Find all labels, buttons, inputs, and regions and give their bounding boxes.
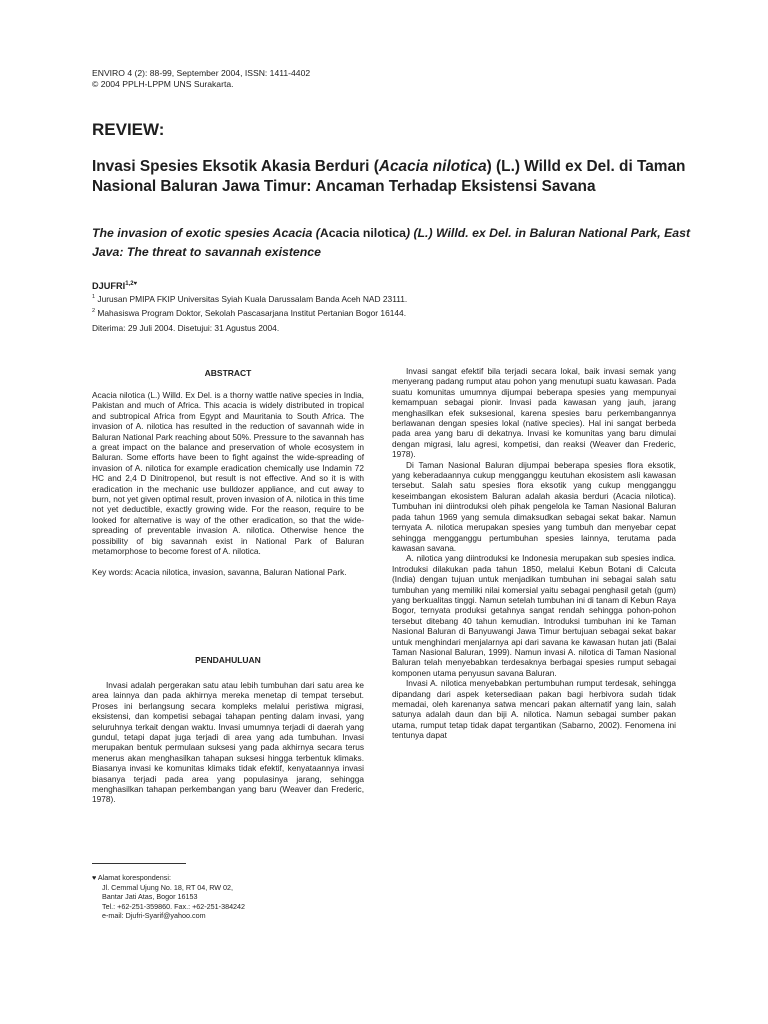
abstract-text: Acacia nilotica (L.) Willd. Ex Del. is a thorny wattle native species in India, Pakistan and much of Africa. This acacia is widely distributed in tropical and subtropical Africa from Egypt and Mauritania to South Africa. The invasion of A. nilotica has resulted in the reduction of savannah wide in Baluran National Park reaching about 50%. Pressure to the savannah has a great impact on the balance and preservation of whole ecosystem in Baluran. Some efforts have been to fight against the wide-spreading of invasion of A. nilotica for example eradication chemically use Indamin 72 HC and 2,4 D Dinitropenol, but result is not effective. And so it is with eradication in the mechanic use bulldozer appliance, and cut away to burn, not yet given optimal result, proven invasion of A. nilotica in this time not yet deductible, exactly growing wide. For the reason, require to be looked for alternative is way of the other eradication, so that the wide-spreading of preventable invasion A. nilotica. Otherwise hence the possibility of big savannah exist in National Park of Baluran metamorphose to become forest of A. nilotica. xyxy=(92,390,364,557)
copyright-line: © 2004 PPLH-LPPM UNS Surakarta. xyxy=(92,79,234,89)
journal-citation: ENVIRO 4 (2): 88-99, September 2004, ISSN: 1411-4402 xyxy=(92,68,311,78)
title-id-species: Acacia nilotica xyxy=(378,158,487,175)
title-id-part1: Invasi Spesies Eksotik Akasia Berduri ( xyxy=(92,158,379,175)
footnote xyxy=(92,873,245,921)
paragraph: A. nilotica yang diintroduksi ke Indonesia merupakan sub spesies indica. Introduksi dilakukan pada tahun 1850, melalui Kebun Botani di Calcuta (India) dengan tujuan untuk menjadikan tumbuhan ini sebagai salah satu tumbuhan yang memiliki nilai komersial yaitu sebagai penghasil getah (gum) yang berkualitas tinggi. Namun setelah tumbuhan ini di tanam di Kebun Raya Bogor, ternyata produksi getahnya sangat rendah sehingga pohon-pohon tersebut ditebang 40 tahun kemudian. Introduksi tumbuhan ini ke Taman Nasional Baluran di Banyuwangi Jawa Timur bertujuan sebagai sekat bakar untuk menghindari menjalarnya api dari savana ke kawasan hutan jati (Balai Taman Nasional Baluran, 1999). Namun invasi A. nilotica di Taman Nasional Baluran telah menyebabkan terdesaknya berbagai spesies rumput sebagai komponen utama penyusun savana Baluran. xyxy=(392,553,676,678)
author-line xyxy=(92,281,137,291)
affiliation-2-num: 2 xyxy=(92,307,96,314)
footnote-line: Bantar Jati Atas, Bogor 16153 xyxy=(102,892,198,902)
footnote-line: e-mail: Djufri-Syarif@yahoo.com xyxy=(102,911,206,921)
affiliation-2 xyxy=(92,305,407,319)
footnote-line: Jl. Cemmal Ujung No. 18, RT 04, RW 02, xyxy=(102,882,234,892)
title-en-species: Acacia nilotica xyxy=(319,226,406,240)
footnote-line: Tel.: +62-251-359860. Fax.: +62-251-384242 xyxy=(102,901,246,911)
paragraph: Invasi sangat efektif bila terjadi secara lokal, baik invasi semak yang menyerang padang rumput atau pohon yang menutupi suatu kawasan. Pada suatu komunitas umumnya dijumpai beberapa spesies yang mempunyai kemampuan sebagai pionir. Invasi pada kawasan yang jauh, jarang menghasilkan efek suksesional, karena spesies baru perkembangannya berlawanan dengan spesies lokal (native species). Hal ini sangat berbeda pada area yang baru di dekatnya. Invasi ke komunitas yang baru dimulai dengan migrasi, lalu agresi, kompetisi, dan reaksi (Weaver dan Frederic, 1978). xyxy=(392,366,676,460)
title-id-part2: ) (L.) Willd ex Del. di Taman Nasional Baluran Jawa Timur: Ancaman Terhadap Eksistensi Savana xyxy=(92,158,686,195)
pendahuluan-text: Invasi adalah pergerakan satu atau lebih tumbuhan dari satu area ke area lainnya dan pada akhirnya mereka menetap di tempat tersebut. Proses ini berlangsung secara kompleks melalui peristiwa migrasi, eksistensi, dan kompetisi sebagai tahapan penting dalam invasi, yang seluruhnya terkait dengan waktu. Invasi umumnya terjadi di daerah yang gundul, tetapi dapat juga terjadi di area yang ada tumbuhan. Invasi merupakan bentuk permulaan suksesi yang pada akhirnya secara terus menerus akan menghasilkan tahapan suksesi hingga terbentuk klimaks. Biasanya invasi ke komunitas klimaks tidak efektif, kenyataannya invasi biasanya terjadi pada area yang populasinya jarang, sehingga menghasilkan tahapan perkembangan yang baru (Weaver dan Frederic, 1978). xyxy=(92,680,364,805)
footnote-rule xyxy=(92,863,186,864)
title-english xyxy=(92,224,692,261)
abstract-heading: ABSTRACT xyxy=(204,368,252,378)
abstract-body xyxy=(92,390,364,577)
title-en-part1: The invasion of exotic spesies Acacia ( xyxy=(92,226,320,240)
affiliations xyxy=(92,291,407,319)
keywords: Key words: Acacia nilotica, invasion, savanna, Baluran National Park. xyxy=(92,566,347,577)
affiliation-2-text: Mahasiswa Program Doktor, Sekolah Pascasarjana Institut Pertanian Bogor 16144. xyxy=(97,307,407,318)
affiliation-1-num: 1 xyxy=(92,294,96,300)
pendahuluan-heading: PENDAHULUAN xyxy=(195,655,261,665)
author-marks: 1,2♥ xyxy=(125,281,138,287)
journal-header xyxy=(92,68,310,90)
title-en-part2: ) (L.) Willd. ex Del. in Baluran National Park, East Java: The threat to savannah existence xyxy=(92,226,691,259)
affiliation-1-text: Jurusan PMIPA FKIP Universitas Syiah Kuala Darussalam Banda Aceh NAD 23111. xyxy=(97,293,408,304)
paragraph: Invasi A. nilotica menyebabkan pertumbuhan rumput terdesak, sehingga dipandang dari aspek ketersediaan pakan bagi herbivora sudah tidak memadai, oleh karenanya satwa mencari pakan alternatif yang lain, salah satunya adalah daun dan biji A. nilotica. Namun sebagai sumber pakan utama, rumput tetap tidak dapat tergantikan (Sabarno, 2002). Fenomena ini tentunya dapat xyxy=(392,678,676,741)
title-indonesian xyxy=(92,157,692,196)
pendahuluan-body xyxy=(92,680,364,805)
author-name: DJUFRI xyxy=(92,281,126,292)
paragraph: Di Taman Nasional Baluran dijumpai beberapa spesies flora eksotik, yang keberadaannya cukup mengganggu keutuhan ekosistem asli kawasan tersebut. Salah satu spesies flora eksotik yang cukup mengganggu keseimbangan ekosistem Baluran adalah akasia berduri (Acacia nilotica). Tumbuhan ini diintroduksi oleh pihak pengelola ke Taman Nasional Baluran pada tahun 1969 yang semula dimaksudkan sebagai sekat bakar. Namun ternyata A. nilotica merupakan spesies yang tumbuh dan menyebar cepat sehingga mengganggu pertumbuhan spesies lainnya, terutama pada kawasan savana. xyxy=(392,459,676,553)
right-column xyxy=(392,366,676,741)
footnote-label: ♥ Alamat korespondensi: xyxy=(92,873,171,882)
received-dates: Diterima: 29 Juli 2004. Disetujui: 31 Agustus 2004. xyxy=(92,323,280,333)
section-label: REVIEW: xyxy=(92,120,165,139)
affiliation-1 xyxy=(92,291,407,305)
